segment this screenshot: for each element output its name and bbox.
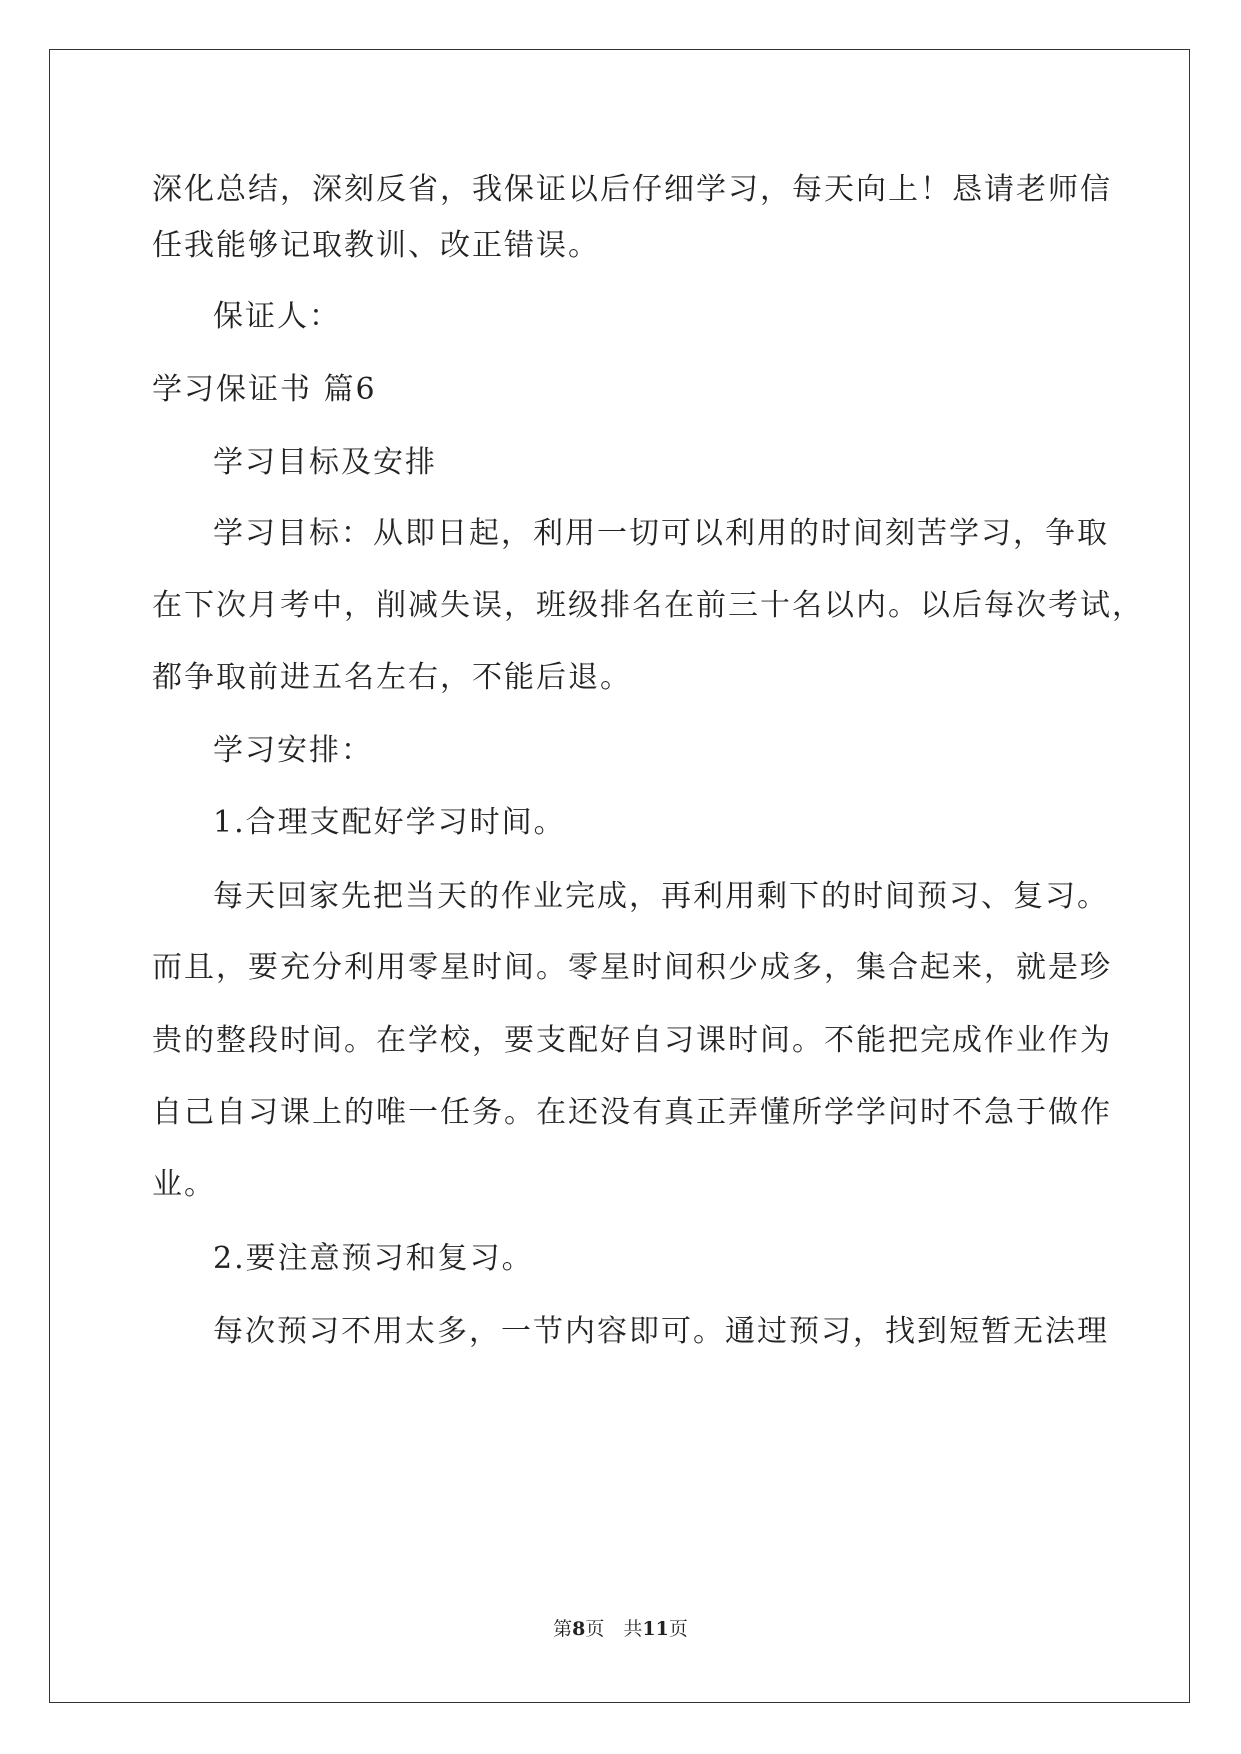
paragraph-line: 业。 [152, 1167, 216, 1202]
footer-prefix: 第 [553, 1618, 573, 1640]
subheading: 学习安排： [213, 733, 373, 768]
paragraph-line: 在下次月考中，削减失误，班级排名在前三十名以内。以后每次考试， [152, 588, 1144, 623]
paragraph-line: 自己自习课上的唯一任务。在还没有真正弄懂所学学问时不急于做作 [152, 1095, 1112, 1130]
footer-total-pages: 11 [642, 1618, 669, 1640]
footer-mid: 页 共 [585, 1618, 643, 1640]
paragraph-line: 而且，要充分利用零星时间。零星时间积少成多，集合起来，就是珍 [152, 950, 1112, 985]
paragraph-line: 学习目标：从即日起，利用一切可以利用的时间刻苦学习，争取 [213, 516, 1109, 551]
list-item-heading: 2.要注意预习和复习。 [213, 1241, 534, 1276]
paragraph-line: 都争取前进五名左右，不能后退。 [152, 660, 632, 695]
paragraph-line: 每天回家先把当天的作业完成，再利用剩下的时间预习、复习。 [213, 879, 1109, 914]
page-footer [0, 1617, 1241, 1641]
footer-suffix: 页 [668, 1618, 688, 1640]
list-item-heading: 1.合理支配好学习时间。 [213, 805, 566, 840]
paragraph-line: 深化总结，深刻反省，我保证以后仔细学习，每天向上！恳请老师信 [152, 172, 1112, 207]
paragraph-line: 任我能够记取教训、改正错误。 [152, 228, 600, 263]
section-heading: 学习保证书 篇6 [152, 372, 377, 407]
subheading: 学习目标及安排 [213, 445, 437, 480]
footer-page-number: 8 [572, 1618, 586, 1640]
paragraph-line: 每次预习不用太多，一节内容即可。通过预习，找到短暂无法理 [213, 1314, 1109, 1349]
signature-label: 保证人： [213, 299, 341, 334]
paragraph-line: 贵的整段时间。在学校，要支配好自习课时间。不能把完成作业作为 [152, 1023, 1112, 1058]
